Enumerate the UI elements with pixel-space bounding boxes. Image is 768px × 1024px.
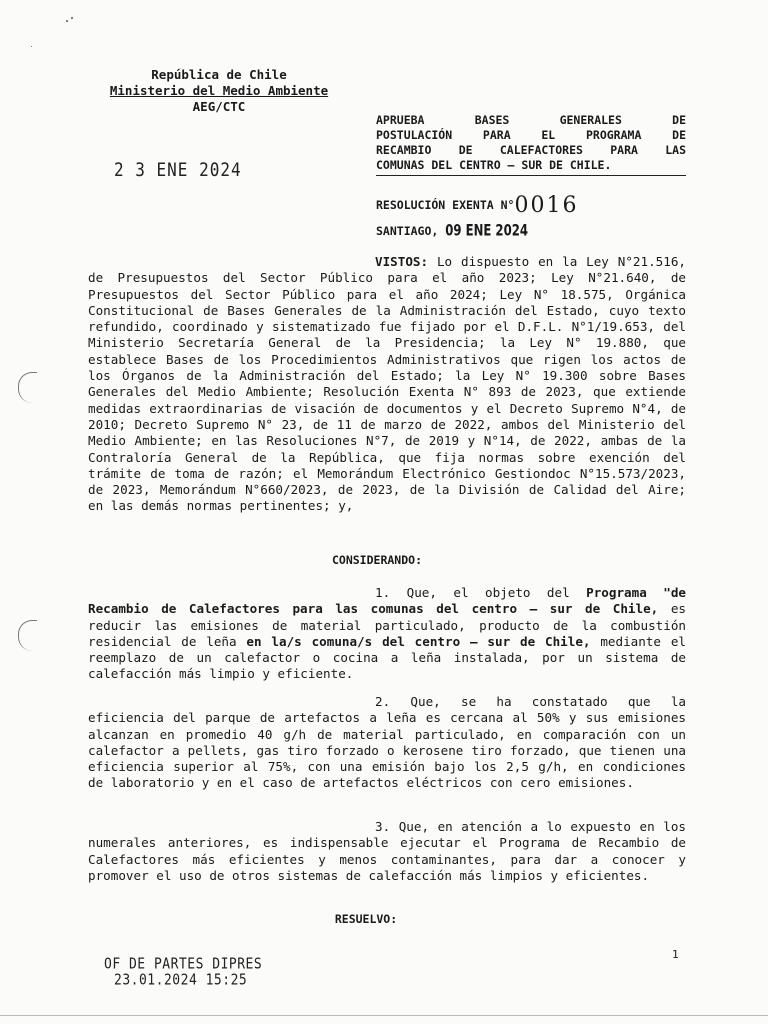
scan-speck — [71, 17, 73, 19]
paragraph-number: 2. — [375, 694, 391, 709]
title-underline — [376, 175, 686, 176]
page-number: 1 — [672, 948, 679, 961]
office-stamp-line-1: OF DE PARTES DIPRES — [104, 955, 263, 974]
vistos-label: VISTOS: — [375, 254, 429, 269]
title-line: RECAMBIO DE CALEFACTORES PARA LAS — [376, 143, 686, 157]
paragraph-number: 3. — [375, 819, 391, 834]
header-initials: AEG/CTC — [192, 99, 246, 114]
p1-text-e: mediante el reemplazo de un calefactor o cocina a leña instalada, por un sistema de calefacción más limpio y eficiente. — [88, 633, 687, 682]
issue-date-stamp: 09 ENE 2024 — [445, 222, 528, 241]
scan-speck — [31, 46, 32, 47]
p1-text-a: Que, el objeto del — [406, 585, 570, 600]
title-line: COMUNAS DEL CENTRO – SUR DE CHILE. — [376, 158, 612, 172]
p1-region: en la/s comuna/s del centro – sur de Chile, — [246, 633, 591, 649]
scan-speck — [66, 20, 68, 22]
considerando-paragraph-3 — [88, 819, 686, 884]
considerando-heading: CONSIDERANDO: — [331, 553, 422, 567]
considerando-paragraph-1 — [88, 585, 686, 683]
punch-hole-mark — [18, 372, 37, 403]
header-republic: República de Chile — [151, 67, 287, 82]
title-line: POSTULACIÓN PARA EL PROGRAMA DE — [376, 128, 686, 142]
vistos-text: Lo dispuesto en la Ley N°21.516, de Presupuestos del Sector Público para el año 2023; Ley N°21.640, de Presupuestos del Sector Público para el año 2024; Ley N° 18.575, Orgánica Constitucional de Bases Generales de la Administración del Estado, cuyo texto refundido, coordinado y sistematizado fue fijado por el D.F.L. N°1/19.653, del Ministerio Secretaría General de la Presidencia; la Ley N° 19.880, que establece Bases de los Procedimientos Administrativos que rigen los actos de los Órganos de la Administración del Estado; la Ley N° 19.300 sobre Bases Generales del Medio Ambiente; Resolución Exenta N° 893 de 2023, que extiende medidas extraordinarias de visación de documentos y el Decreto Supremo N°4, de 2010; Decreto Supremo N° 23, de 11 de marzo de 2022, ambos del Ministerio del Medio Ambiente; en las Resoluciones N°7, de 2019 y N°14, de 2022, ambas de la Contraloría General de la República, que fija normas sobre exención del trámite de toma de razón; el Memorándum Electrónico Gestiondoc N°15.573/2023, de 2023, Memorándum N°660/2023, de 2023, de la División de Calidad del Aire; en las demás normas pertinentes; y, — [88, 254, 686, 514]
scan-bottom-edge — [0, 1015, 768, 1016]
punch-hole-mark — [18, 620, 37, 651]
title-line: APRUEBA BASES GENERALES DE — [376, 113, 686, 127]
paragraph-number: 1. — [375, 585, 391, 600]
vistos-section — [88, 254, 686, 515]
resuelvo-heading: RESUELVO: — [334, 912, 398, 926]
place-date-line — [376, 224, 528, 239]
place-label: SANTIAGO, — [376, 224, 439, 238]
header-ministry: Ministerio del Medio Ambiente — [109, 83, 329, 98]
resolution-number: 0016 — [514, 193, 579, 218]
p1-text-c: es reducir las emisiones de material particulado, producto de la combustión residencial de leña — [88, 601, 686, 649]
resolution-label: RESOLUCIÓN EXENTA N° — [376, 198, 515, 212]
resolution-number-line — [376, 190, 579, 218]
received-date-stamp: 2 3 ENE 2024 — [114, 158, 242, 181]
p1-program-name: Programa "de Recambio de Calefactores para las comunas del centro – sur de Chile, — [88, 585, 686, 617]
p2-text: Que, se ha constatado que la eficiencia del parque de artefactos a leña es cercana al 50% y sus emisiones alcanzan en promedio 40 g/h de material particulado, en comparación con un calefactor a pellets, gas tiro forzado o kerosene tiro forzado, que tienen una eficiencia superior al 75%, con una emisión bajo los 2,5 g/h, en condiciones de laboratorio y en el caso de artefactos eléctricos con cero emisiones. — [88, 694, 686, 791]
resolution-title — [376, 113, 686, 173]
office-stamp-line-2: 23.01.2024 15:25 — [114, 971, 248, 990]
considerando-paragraph-2 — [88, 694, 686, 792]
p3-text: Que, en atención a lo expuesto en los numerales anteriores, es indispensable ejecutar el Programa de Recambio de Calefactores más eficientes y menos contaminantes, para dar a conocer y promover el uso de otros sistemas de calefacción más limpios y eficientes. — [88, 819, 686, 883]
